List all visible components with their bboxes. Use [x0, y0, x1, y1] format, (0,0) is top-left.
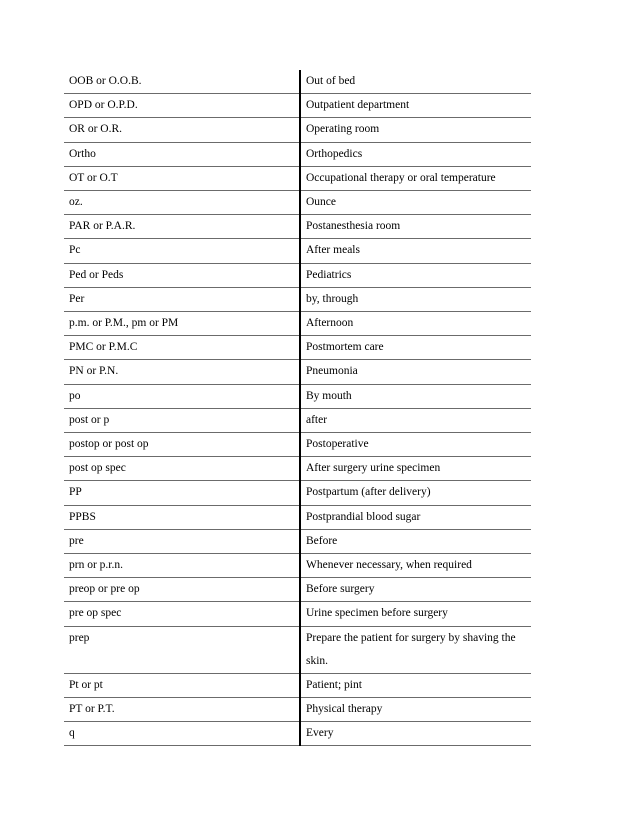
meaning-cell: after	[300, 408, 531, 432]
meaning-cell: Before	[300, 529, 531, 553]
abbreviation-cell: PN or P.N.	[64, 360, 300, 384]
meaning-cell: Out of bed	[300, 70, 531, 94]
table-row	[64, 94, 531, 118]
table-row	[64, 239, 531, 263]
table-row	[64, 433, 531, 457]
meaning-cell: Physical therapy	[300, 697, 531, 721]
meaning-cell: Pediatrics	[300, 263, 531, 287]
abbreviation-cell: q	[64, 722, 300, 746]
abbreviations-table	[64, 70, 531, 746]
abbreviation-cell: prn or p.r.n.	[64, 554, 300, 578]
abbreviation-cell: Pt or pt	[64, 673, 300, 697]
abbreviation-cell: PPBS	[64, 505, 300, 529]
meaning-cell: Before surgery	[300, 578, 531, 602]
table-row	[64, 191, 531, 215]
abbreviation-cell: post op spec	[64, 457, 300, 481]
table-row	[64, 602, 531, 626]
table-row	[64, 554, 531, 578]
table-row	[64, 215, 531, 239]
abbreviation-cell: PT or P.T.	[64, 697, 300, 721]
meaning-cell: Operating room	[300, 118, 531, 142]
abbreviation-cell: Per	[64, 287, 300, 311]
meaning-cell: Outpatient department	[300, 94, 531, 118]
meaning-cell: by, through	[300, 287, 531, 311]
abbreviation-cell: prep	[64, 626, 300, 673]
meaning-cell: Whenever necessary, when required	[300, 554, 531, 578]
table-row	[64, 481, 531, 505]
abbreviation-cell: oz.	[64, 191, 300, 215]
meaning-cell: Occupational therapy or oral temperature	[300, 166, 531, 190]
table-row	[64, 697, 531, 721]
table-row	[64, 70, 531, 94]
table-row	[64, 457, 531, 481]
table-row	[64, 626, 531, 673]
table-row	[64, 142, 531, 166]
meaning-cell: Postmortem care	[300, 336, 531, 360]
table-row	[64, 408, 531, 432]
abbreviation-cell: Ortho	[64, 142, 300, 166]
abbreviation-cell: Ped or Peds	[64, 263, 300, 287]
meaning-cell: Prepare the patient for surgery by shaving the skin.	[300, 626, 531, 673]
table-row	[64, 529, 531, 553]
meaning-cell: Orthopedics	[300, 142, 531, 166]
abbreviation-cell: pre	[64, 529, 300, 553]
table-row	[64, 360, 531, 384]
abbreviation-cell: PAR or P.A.R.	[64, 215, 300, 239]
meaning-cell: Pneumonia	[300, 360, 531, 384]
meaning-cell: Afternoon	[300, 312, 531, 336]
meaning-cell: By mouth	[300, 384, 531, 408]
abbreviation-cell: po	[64, 384, 300, 408]
meaning-cell: After meals	[300, 239, 531, 263]
abbreviations-table-body	[64, 70, 531, 746]
meaning-cell: Patient; pint	[300, 673, 531, 697]
abbreviation-cell: pre op spec	[64, 602, 300, 626]
abbreviation-cell: OOB or O.O.B.	[64, 70, 300, 94]
table-row	[64, 166, 531, 190]
table-row	[64, 263, 531, 287]
table-row	[64, 578, 531, 602]
table-row	[64, 673, 531, 697]
table-row	[64, 287, 531, 311]
meaning-cell: Urine specimen before surgery	[300, 602, 531, 626]
abbreviation-cell: post or p	[64, 408, 300, 432]
abbreviation-cell: postop or post op	[64, 433, 300, 457]
table-row	[64, 336, 531, 360]
meaning-cell: Postoperative	[300, 433, 531, 457]
abbreviation-cell: p.m. or P.M., pm or PM	[64, 312, 300, 336]
meaning-cell: After surgery urine specimen	[300, 457, 531, 481]
table-row	[64, 118, 531, 142]
meaning-cell: Ounce	[300, 191, 531, 215]
meaning-cell: Postanesthesia room	[300, 215, 531, 239]
abbreviation-cell: preop or pre op	[64, 578, 300, 602]
meaning-cell: Every	[300, 722, 531, 746]
table-row	[64, 384, 531, 408]
abbreviation-cell: Pc	[64, 239, 300, 263]
meaning-cell: Postpartum (after delivery)	[300, 481, 531, 505]
abbreviation-cell: OPD or O.P.D.	[64, 94, 300, 118]
abbreviation-cell: OT or O.T	[64, 166, 300, 190]
table-row	[64, 312, 531, 336]
table-row	[64, 722, 531, 746]
meaning-cell: Postprandial blood sugar	[300, 505, 531, 529]
abbreviation-cell: PP	[64, 481, 300, 505]
abbreviation-cell: PMC or P.M.C	[64, 336, 300, 360]
table-row	[64, 505, 531, 529]
abbreviation-cell: OR or O.R.	[64, 118, 300, 142]
